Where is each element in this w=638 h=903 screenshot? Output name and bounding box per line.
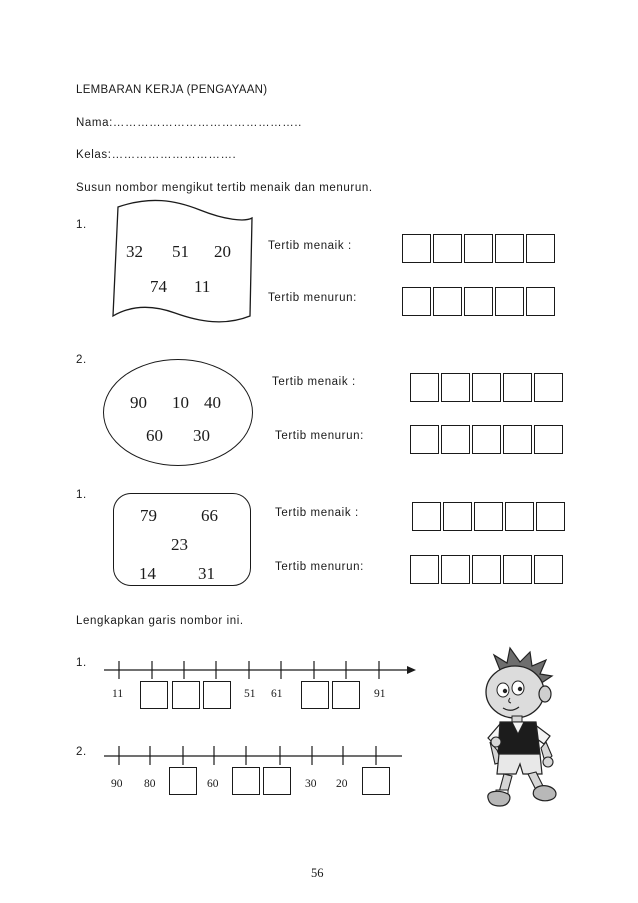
- number-item: 14: [139, 564, 156, 583]
- tick-label: 60: [207, 778, 219, 790]
- tick-label: 80: [144, 778, 156, 790]
- kelas-field[interactable]: ………………………….: [111, 149, 237, 161]
- number-line-instruction: Lengkapkan garis nombor ini.: [76, 615, 244, 627]
- number-item: 20: [214, 242, 231, 261]
- tick-label: 30: [305, 778, 317, 790]
- tick-label: 11: [112, 688, 124, 700]
- number-item: 10: [172, 393, 189, 412]
- ascending-label: Tertib menaik :: [272, 376, 356, 388]
- number-item: 51: [172, 242, 189, 261]
- nama-label: Nama:: [76, 117, 113, 129]
- descending-label: Tertib menurun:: [275, 561, 364, 573]
- question-number: 1.: [76, 489, 87, 501]
- kelas-label: Kelas:: [76, 149, 112, 161]
- ascending-label: Tertib menaik :: [268, 240, 352, 252]
- number-item: 66: [201, 506, 218, 525]
- nama-field[interactable]: ………………………………………..: [112, 117, 302, 129]
- tick-label: 91: [374, 688, 386, 700]
- number-item: 31: [198, 564, 215, 583]
- page-number: 56: [311, 866, 324, 880]
- question-number: 2.: [76, 746, 87, 758]
- descending-label: Tertib menurun:: [275, 430, 364, 442]
- tick-label: 90: [111, 778, 123, 790]
- number-item: 23: [171, 535, 188, 554]
- worksheet-title: LEMBARAN KERJA (PENGAYAAN): [76, 84, 268, 96]
- number-item: 40: [204, 393, 221, 412]
- tick-label: 20: [336, 778, 348, 790]
- number-item: 11: [194, 277, 211, 296]
- question-number: 2.: [76, 354, 87, 366]
- tick-label: 61: [271, 688, 283, 700]
- ascending-label: Tertib menaik :: [275, 507, 359, 519]
- number-item: 32: [126, 242, 143, 261]
- number-item: 79: [140, 506, 157, 525]
- number-item: 74: [150, 277, 167, 296]
- question-number: 1.: [76, 219, 87, 231]
- number-item: 90: [130, 393, 147, 412]
- number-item: 30: [193, 426, 210, 445]
- number-item: 60: [146, 426, 163, 445]
- question-number: 1.: [76, 657, 87, 669]
- tick-label: 51: [244, 688, 256, 700]
- instruction-text: Susun nombor mengikut tertib menaik dan menurun.: [76, 182, 373, 194]
- descending-label: Tertib menurun:: [268, 292, 357, 304]
